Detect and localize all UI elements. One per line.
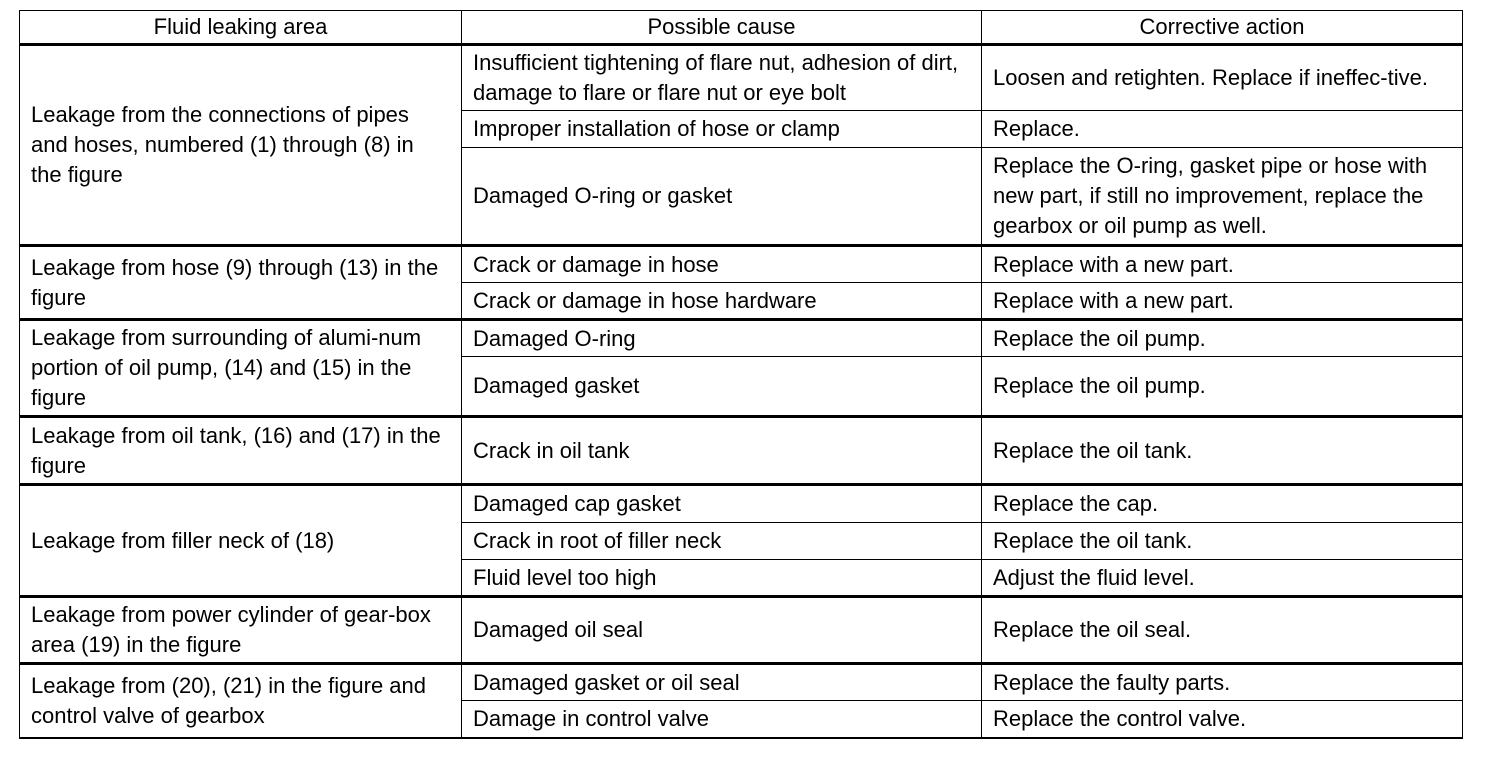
- cause-cell: Improper installation of hose or clamp: [462, 111, 982, 148]
- cause-cell: Damaged O-ring or gasket: [462, 148, 982, 246]
- cause-cell: Damaged gasket: [462, 357, 982, 417]
- cause-cell: Crack in oil tank: [462, 417, 982, 485]
- action-cell: Replace.: [982, 111, 1463, 148]
- cause-cell: Fluid level too high: [462, 560, 982, 597]
- cause-cell: Damaged cap gasket: [462, 485, 982, 523]
- table-row: [20, 246, 1463, 283]
- header-fluid-leaking-area: Fluid leaking area: [20, 11, 462, 45]
- table-row: [20, 597, 1463, 664]
- cause-cell: Insufficient tightening of flare nut, adhesion of dirt, damage to flare or flare nut or eye bolt: [462, 45, 982, 111]
- leak-group-control-valve: [20, 664, 1463, 738]
- table-row: [20, 417, 1463, 485]
- leak-area-cell: Leakage from the connections of pipes and hoses, numbered (1) through (8) in the figure: [20, 45, 462, 246]
- action-cell: Replace the faulty parts.: [982, 664, 1463, 701]
- leak-group-oil-pump: [20, 320, 1463, 417]
- action-cell: Replace the oil pump.: [982, 320, 1463, 357]
- action-cell: Replace the oil tank.: [982, 523, 1463, 560]
- cause-cell: Damage in control valve: [462, 701, 982, 738]
- action-cell: Loosen and retighten. Replace if ineffec-tive.: [982, 45, 1463, 111]
- leak-area-cell: Leakage from power cylinder of gear-box area (19) in the figure: [20, 597, 462, 664]
- action-cell: Replace the control valve.: [982, 701, 1463, 738]
- cause-cell: Crack or damage in hose: [462, 246, 982, 283]
- cause-cell: Crack or damage in hose hardware: [462, 283, 982, 320]
- table-row: [20, 45, 1463, 111]
- action-cell: Replace the oil tank.: [982, 417, 1463, 485]
- action-cell: Replace with a new part.: [982, 246, 1463, 283]
- cause-cell: Crack in root of filler neck: [462, 523, 982, 560]
- leak-group-oil-tank: [20, 417, 1463, 485]
- leak-group-power-cylinder: [20, 597, 1463, 664]
- leak-area-cell: Leakage from hose (9) through (13) in the figure: [20, 246, 462, 320]
- header-possible-cause: Possible cause: [462, 11, 982, 45]
- leak-area-cell: Leakage from surrounding of alumi-num portion of oil pump, (14) and (15) in the figure: [20, 320, 462, 417]
- leak-area-cell: Leakage from (20), (21) in the figure and control valve of gearbox: [20, 664, 462, 738]
- leak-area-cell: Leakage from oil tank, (16) and (17) in the figure: [20, 417, 462, 485]
- header-corrective-action: Corrective action: [982, 11, 1463, 45]
- action-cell: Replace the O-ring, gasket pipe or hose with new part, if still no improvement, replace the gearbox or oil pump as well.: [982, 148, 1463, 246]
- table-row: [20, 664, 1463, 701]
- table-row: [20, 485, 1463, 523]
- cause-cell: Damaged O-ring: [462, 320, 982, 357]
- leak-group-hose: [20, 246, 1463, 320]
- cause-cell: Damaged oil seal: [462, 597, 982, 664]
- action-cell: Replace the oil pump.: [982, 357, 1463, 417]
- action-cell: Replace the cap.: [982, 485, 1463, 523]
- action-cell: Replace the oil seal.: [982, 597, 1463, 664]
- cause-cell: Damaged gasket or oil seal: [462, 664, 982, 701]
- leak-group-filler-neck: [20, 485, 1463, 597]
- leak-area-cell: Leakage from filler neck of (18): [20, 485, 462, 597]
- table-row: [20, 320, 1463, 357]
- header-row: [20, 11, 1463, 45]
- leak-group-pipe-hose-connections: [20, 45, 1463, 246]
- action-cell: Adjust the fluid level.: [982, 560, 1463, 597]
- action-cell: Replace with a new part.: [982, 283, 1463, 320]
- fluid-leak-table: [19, 10, 1463, 739]
